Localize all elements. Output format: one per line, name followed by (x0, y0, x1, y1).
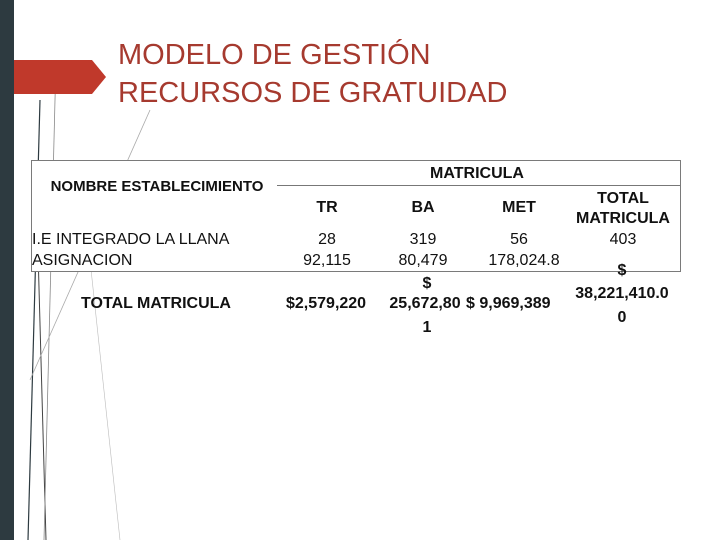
total-ba-currency: $ (422, 275, 432, 292)
header-divider (277, 185, 680, 186)
row-asignacion-label: ASIGNACION (32, 252, 133, 269)
total-ba-value-end: 1 (422, 319, 432, 336)
row-establishment-name: I.E INTEGRADO LA LLANA (32, 231, 230, 248)
row-total-value: 403 (609, 231, 637, 248)
row-tr-value: 28 (318, 231, 336, 248)
asignacion-met-value: 178,024.8 (488, 252, 560, 269)
header-tr: TR (316, 199, 338, 216)
header-total: TOTAL MATRICULA (576, 190, 670, 227)
header-ba: BA (411, 199, 435, 216)
enrollment-table (31, 160, 681, 272)
total-sum-currency: $ (617, 262, 627, 279)
total-ba-value: 25,672,80 (389, 295, 461, 312)
row-ba-value: 319 (409, 231, 437, 248)
header-establishment: NOMBRE ESTABLECIMIENTO (50, 178, 264, 195)
total-matricula-label: TOTAL MATRICULA (81, 295, 231, 312)
total-tr-value: $2,579,220 (286, 295, 367, 312)
asignacion-tr-value: 92,115 (303, 252, 351, 269)
asignacion-ba-value: 80,479 (398, 252, 448, 269)
total-sum-value-end: 0 (617, 309, 627, 326)
title-line-1: MODELO DE GESTIÓN (118, 39, 431, 71)
row-met-value: 56 (510, 231, 528, 248)
title-arrow-icon (14, 57, 109, 97)
slide-title (118, 36, 507, 112)
header-met: MET (502, 199, 536, 216)
total-sum-value: 38,221,410.0 (575, 285, 669, 302)
title-line-2: RECURSOS DE GRATUIDAD (118, 77, 508, 109)
total-met-value: $ 9,969,389 (466, 295, 551, 312)
header-matricula-group: MATRICULA (430, 165, 524, 182)
